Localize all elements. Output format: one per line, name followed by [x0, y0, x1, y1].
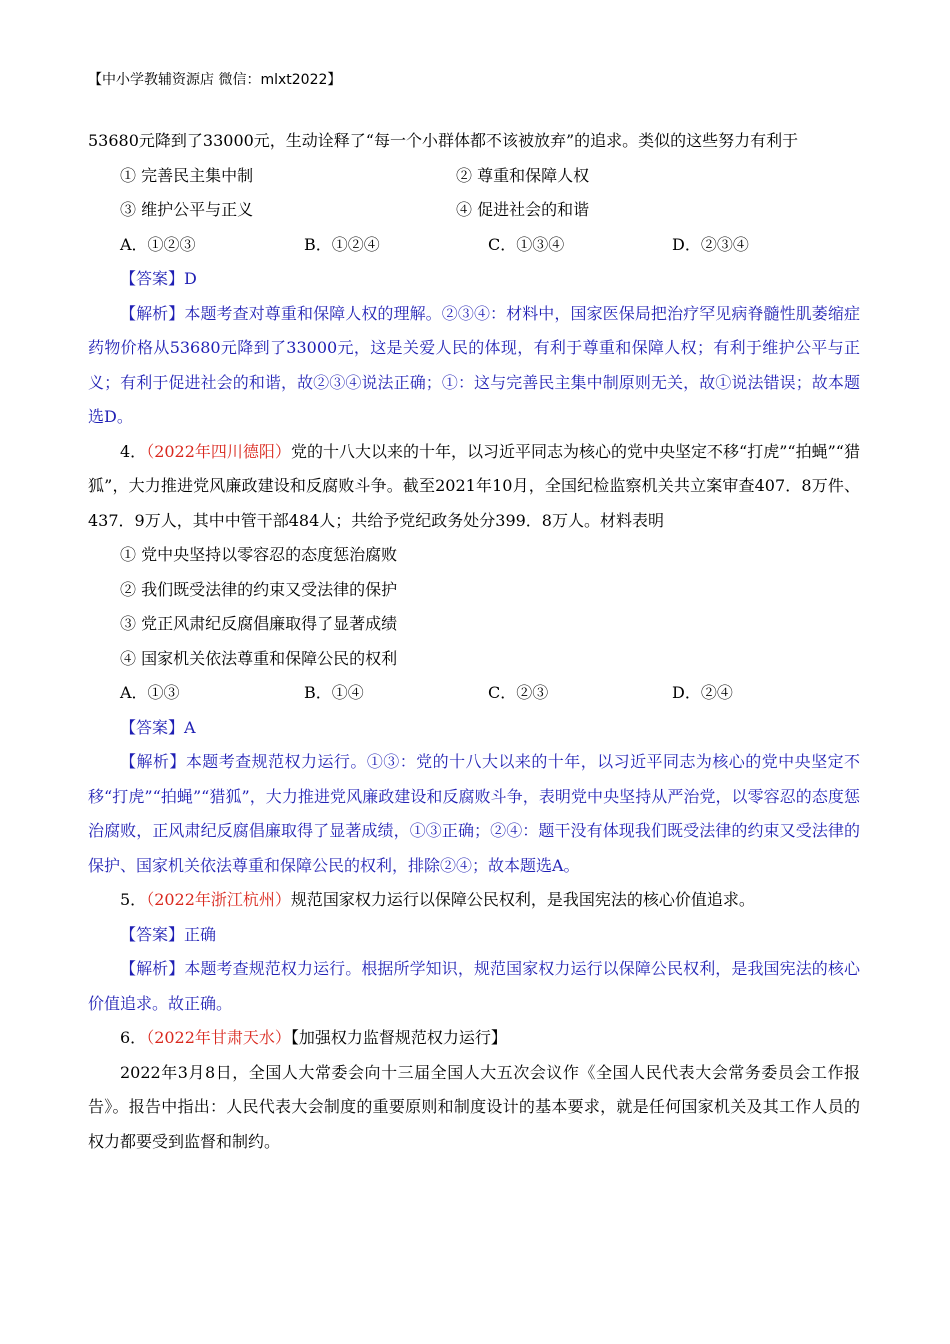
q4-choice-a: A．①③	[120, 683, 180, 702]
q6-number: 6．	[120, 1028, 147, 1047]
q6-title: 【加强权力监督规范权力运行】	[290, 1028, 507, 1047]
q4-answer: 【答案】A	[120, 717, 196, 737]
q3-answer: 【答案】D	[120, 269, 197, 288]
q4-stem-paragraph	[88, 435, 860, 539]
q4-choice-d: D．②④	[672, 683, 733, 702]
q4-option-3: ③ 党正风肃纪反腐倡廉取得了显著成绩	[120, 614, 398, 633]
q4-option-2: ② 我们既受法律的约束又受法律的保护	[120, 579, 398, 599]
q3-stem-continuation: 53680元降到了33000元，生动诠释了“每一个小群体都不该被放弃”的追求。类似的这些努力有利于	[88, 131, 799, 150]
q3-choice-b: B．①②④	[304, 234, 380, 254]
q4-choices	[88, 676, 860, 711]
document-content	[88, 124, 860, 1159]
q6-stem-paragraph	[88, 1021, 860, 1056]
q3-analysis: 【解析】本题考查对尊重和保障人权的理解。②③④：材料中，国家医保局把治疗罕见病脊髓性肌萎缩症药物价格从53680元降到了33000元，这是关爱人民的体现，有利于尊重和保障人权；有利于维护公平与正义；有利于促进社会的和谐，故②③④说法正确；①：这与完善民主集中制原则无关，故①说法错误；故本题选D。	[88, 303, 860, 426]
q3-option-2: ② 尊重和保障人权	[456, 165, 590, 185]
q6-source: （2022年甘肃天水）	[146, 1028, 291, 1047]
page-header: 【中小学教辅资源店 微信：mlxt2022】	[88, 72, 342, 88]
q5-answer: 【答案】正确	[120, 924, 217, 944]
q4-stem: 党的十八大以来的十年，以习近平同志为核心的党中央坚定不移“打虎”“拍蝇”“猎狐”，大力推进党风廉政建设和反腐败斗争。截至2021年10月，全国纪检监察机关共立案审查407．8万件、437．9万人，其中中管干部484人；共给予党纪政务处分399．8万人。材料表明	[88, 441, 860, 530]
q5-source: （2022年浙江杭州）	[146, 890, 291, 909]
q3-option-1: ① 完善民主集中制	[120, 165, 254, 185]
q3-option-4: ④ 促进社会的和谐	[456, 200, 590, 219]
q4-number: 4．	[120, 441, 147, 461]
q5-stem: 规范国家权力运行以保障公民权利，是我国宪法的核心价值追求。	[290, 890, 755, 909]
q3-choice-a: A．①②③	[120, 234, 196, 254]
q5-analysis: 【解析】本题考查规范权力运行。根据所学知识，规范国家权力运行以保障公民权利，是我国宪法的核心价值追求。故正确。	[88, 959, 860, 1013]
q4-option-4: ④ 国家机关依法尊重和保障公民的权利	[120, 648, 398, 668]
q6-material: 2022年3月8日，全国人大常委会向十三届全国人大五次会议作《全国人民代表大会常务委员会工作报告》。报告中指出：人民代表大会制度的重要原则和制度设计的基本要求，就是任何国家机关及其工作人员的权力都要受到监督和制约。	[88, 1062, 860, 1151]
q5-number: 5．	[120, 890, 147, 909]
q4-source: （2022年四川德阳）	[146, 441, 291, 461]
q3-options-row-1	[88, 159, 860, 194]
q3-options-row-2	[88, 193, 860, 228]
q3-option-3: ③ 维护公平与正义	[120, 200, 254, 219]
q4-choice-b: B．①④	[304, 683, 364, 702]
q4-option-1: ① 党中央坚持以零容忍的态度惩治腐败	[120, 545, 398, 564]
q4-choice-c: C．②③	[488, 683, 549, 702]
q3-choice-c: C．①③④	[488, 234, 565, 254]
q5-stem-paragraph	[88, 883, 860, 918]
q4-analysis: 【解析】本题考查规范权力运行。①③：党的十八大以来的十年，以习近平同志为核心的党中央坚定不移“打虎”“拍蝇”“猎狐”，大力推进党风廉政建设和反腐败斗争，表明党中央坚持从严治党，以零容忍的态度惩治腐败，正风肃纪反腐倡廉取得了显著成绩，①③正确；②④：题干没有体现我们既受法律的约束又受法律的保护、国家机关依法尊重和保障公民的权利，排除②④；故本题选A。	[88, 752, 860, 875]
q3-choice-d: D．②③④	[672, 234, 749, 254]
q3-choices	[88, 228, 860, 263]
